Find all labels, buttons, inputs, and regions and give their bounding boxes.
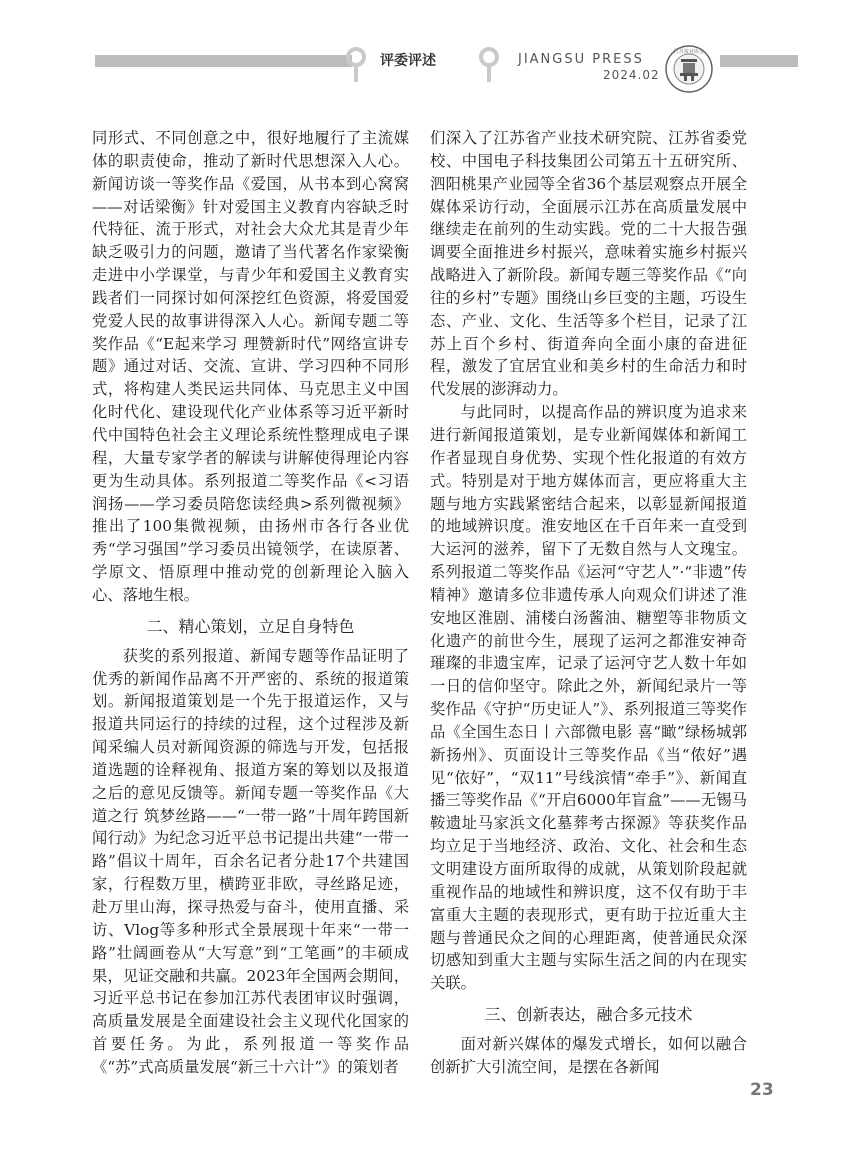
section-title: 评委评述 [380,53,436,69]
article-column-right [430,127,747,1079]
location-pin-icon [478,46,500,84]
logo-text: 江苏报业协会 [673,49,705,55]
association-logo-icon [664,44,714,94]
issue-number: 2024.02 [603,68,660,82]
section-heading: 三、创新表达，融合多元技术 [484,1005,693,1025]
page-number: 23 [750,1080,774,1100]
paragraph: 同形式、不同创意之中，很好地履行了主流媒体的职责使命，推动了新时代思想深入人心。新闻访谈一等奖作品《爱国，从书本到心窝窝——对话梁衡》针对爱国主义教育内容缺乏时代特征、流于形式，对社会大众尤其是青少年缺乏吸引力的问题，邀请了当代著名作家梁衡走进中小学课堂，与青少年和爱国主义教育实践者们一同探讨如何深挖红色资源，将爱国爱党爱人民的故事讲得深入人心。新闻专题二等奖作品《“E起来学习 理赞新时代”网络宣讲专题》通过对话、交流、宣讲、学习四种不同形式，将构建人类民运共同体、马克思主义中国化时代化、建设现代化产业体系等习近平新时代中国特色社会主义理论系统性整理成电子课程，大量专家学者的解读与讲解使得理论内容更为生动具体。系列报道二等奖作品《<习语润扬——学习委员陪您读经典>系列微视频》推出了100集微视频，由扬州市各行各业优秀“学习强国”学习委员出镜领学，在读原著、学原文、悟原理中推动党的创新理论入脑入心、落地生根。 [92,129,409,604]
section-heading: 二、精心策划，立足自身特色 [146,616,355,636]
header-bar-right [720,55,798,67]
paragraph: 们深入了江苏省产业技术研究院、江苏省委党校、中国电子科技集团公司第五十五研究所、泗阳桃果产业园等全省36个基层观察点开展全媒体采访行动，全面展示江苏在高质量发展中继续走在前列的生动实践。党的二十大报告强调要全面推进乡村振兴，意味着实施乡村振兴战略进入了新阶段。新闻专题三等奖作品《“向往的乡村”专题》围绕山乡巨变的主题，巧设生态、产业、文化、生活等多个栏目，记录了江苏上百个乡村、街道奔向全面小康的奋进征程，激发了宜居宜业和美乡村的生命活力和时代发展的澎湃动力。 [430,129,747,399]
paragraph: 面对新兴媒体的爆发式增长，如何以融合创新扩大引流空间，是摆在各新闻 [430,1035,747,1076]
location-pin-icon [345,46,367,84]
header-bar-left [95,55,352,67]
magazine-name: JIANGSU PRESS [518,52,644,67]
paragraph: 与此同时，以提高作品的辨识度为追求来进行新闻报道策划，是专业新闻媒体和新闻工作者显现自身优势、实现个性化报道的有效方式。特别是对于地方媒体而言，更应将重大主题与地方实践紧密结合起来，以彰显新闻报道的地域辨识度。淮安地区在千百年来一直受到大运河的滋养，留下了无数自然与人文瑰宝。系列报道二等奖作品《运河“守艺人”·“非遗”传精神》邀请多位非遗传承人向观众们讲述了淮安地区淮剧、浦楼白汤酱油、糖塑等非物质文化遗产的前世今生，展现了运河之都淮安神奇璀璨的非遗宝库，记录了运河守艺人数十年如一日的信仰坚守。除此之外，新闻纪录片一等奖作品《守护“历史证人”》、系列报道三等奖作品《全国生态日丨六部微电影 喜“瞰”绿杨城郭新扬州》、页面设计三等奖作品《当“侬好”遇见“依好”，“双11”号线滨情“牵手”》、新闻直播三等奖作品《“开启6000年盲盒”——无锡马鞍遗址马家浜文化墓葬考古探源》等获奖作品均立足于当地经济、政治、文化、社会和生态文明建设方面所取得的成就，从策划阶段起就重视作品的地域性和辨识度，这不仅有助于丰富重大主题的表现形式，更有助于拉近重大主题与普通民众之间的心理距离，使普通民众深切感知到重大主题与实际生活之间的内在现实关联。 [430,403,747,993]
article-column-left [92,127,409,1079]
paragraph: 获奖的系列报道、新闻专题等作品证明了优秀的新闻作品离不开严密的、系统的报道策划。新闻报道策划是一个先于报道运作，又与报道共同运行的持续的过程，这个过程涉及新闻采编人员对新闻资源的筛选与开发，包括报道选题的诠释视角、报道方案的筹划以及报道之后的意见反馈等。新闻专题一等奖作品《大道之行 筑梦丝路——“一带一路”十周年跨国新闻行动》为纪念习近平总书记提出共建“一带一路”倡议十周年，百余名记者分赴17个共建国家，行程数万里，横跨亚非欧，寻丝路足迹，赴万里山海，探寻热爱与奋斗，使用直播、采访、Vlog等多种形式全景展现十年来“一带一路”壮阔画卷从“大写意”到“工笔画”的丰硕成果，见证交融和共赢。2023年全国两会期间，习近平总书记在参加江苏代表团审议时强调，高质量发展是全面建设社会主义现代化国家的首要任务。为此，系列报道一等奖作品《“苏”式高质量发展“新三十六计”》的策划者 [92,646,409,1076]
